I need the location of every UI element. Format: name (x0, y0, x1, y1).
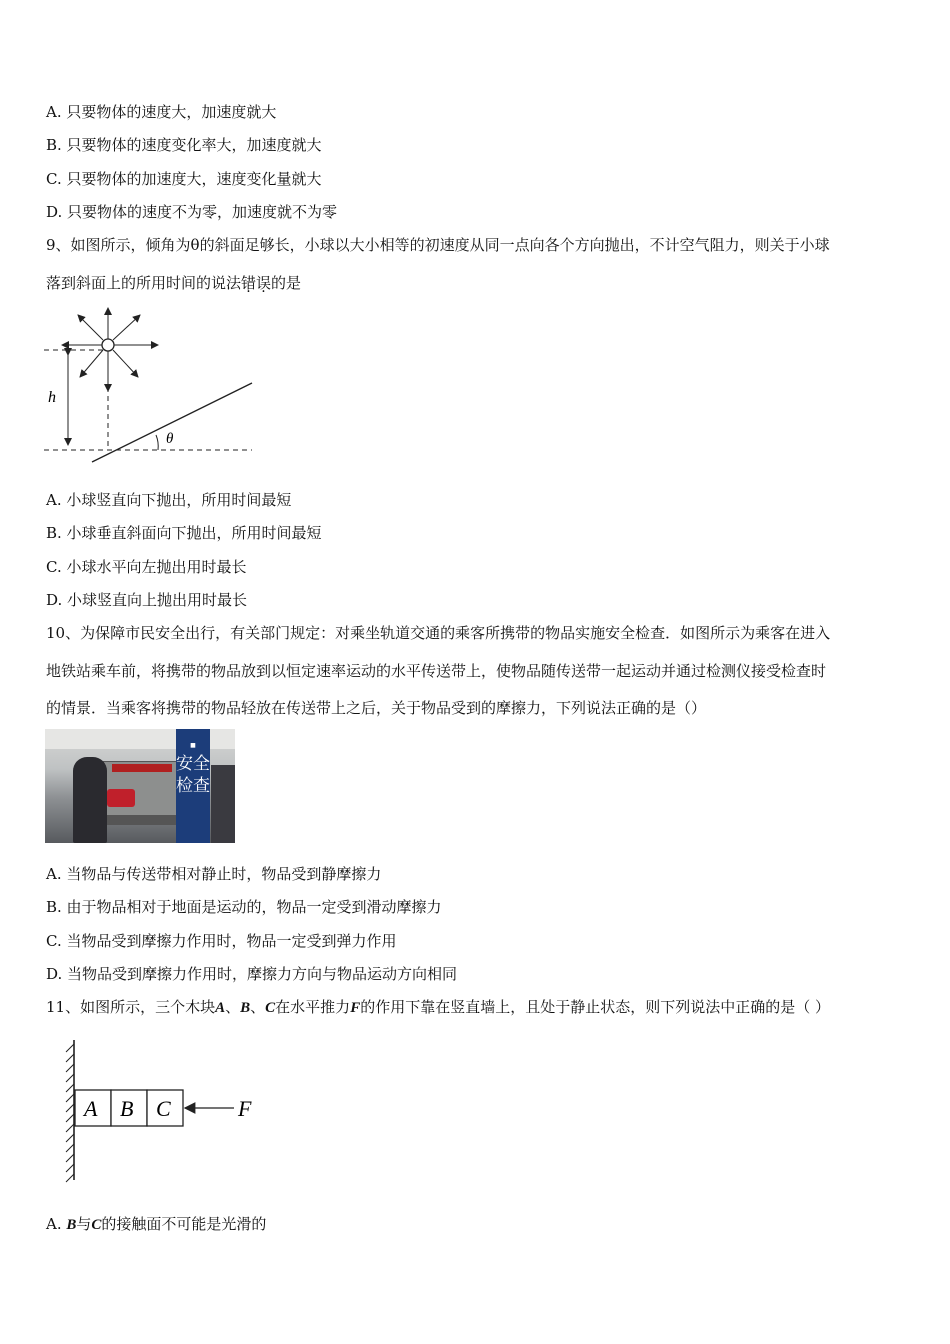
q9-stem-line2 (46, 274, 301, 292)
q10-option-b: B. 由于物品相对于地面是运动的，物品一定受到滑动摩擦力 (46, 898, 442, 916)
q10-option-c: C. 当物品受到摩擦力作用时，物品一定受到弹力作用 (46, 932, 397, 950)
q8-option-c: C. 只要物体的加速度大，速度变化量就大 (46, 170, 322, 188)
photo-passenger (73, 757, 107, 843)
q11-stem-text: 的作用下靠在竖直墙上，且处于静止状态，则下列说法中正确的是（ ） (360, 998, 830, 1016)
q9-emphasis-char: 误 (256, 274, 272, 292)
q9-stem-text: 落到斜面上的所用时间的说法 (46, 274, 242, 292)
q11-var-b: B (240, 1000, 251, 1016)
q10-option-a: A. 当物品与传送带相对静止时，物品受到静摩擦力 (46, 865, 382, 883)
q10-stem-line2: 地铁站乘车前，将携带的物品放到以恒定速率运动的水平传送带上，使物品随传送带一起运动并通过检测仪接受检查时 (46, 662, 827, 680)
q9-figure-h-label: h (48, 389, 56, 406)
q11-option-text: 的接触面不可能是光滑的 (101, 1215, 267, 1233)
q9-stem-line1: 9、如图所示，倾角为θ的斜面足够长，小球以大小相等的初速度从同一点向各个方向抛出，不计空气阻力，则关于小球 (46, 236, 830, 254)
q10-stem-line3: 的情景．当乘客将携带的物品轻放在传送带上之后，关于物品受到的摩擦力，下列说法正确的是（） (46, 699, 707, 717)
q11-option-var-c: C (91, 1217, 102, 1233)
q10-stem-line1: 10、为保障市民安全出行，有关部门规定：对乘坐轨道交通的乘客所携带的物品实施安全检查．如图所示为乘客在进入 (46, 624, 831, 642)
q11-var-a: A (215, 1000, 226, 1016)
q10-option-d: D. 当物品受到摩擦力作用时，摩擦力方向与物品运动方向相同 (46, 965, 458, 983)
q11-figure-block-c: C (156, 1096, 171, 1121)
q9-option-c: C. 小球水平向左抛出用时最长 (46, 558, 247, 576)
q11-figure-force-label: F (238, 1096, 252, 1121)
q10-security-check-photo (45, 729, 235, 843)
q8-option-a: A. 只要物体的速度大，加速度就大 (46, 103, 277, 121)
q11-figure-block-b: B (120, 1096, 134, 1121)
q8-option-b: B. 只要物体的速度变化率大，加速度就大 (46, 136, 322, 154)
photo-sign-text: 安全检查 (176, 754, 210, 796)
q11-stem-text: 在水平推力 (275, 998, 351, 1016)
q9-option-d: D. 小球竖直向上抛出用时最长 (46, 591, 248, 609)
q9-option-b: B. 小球垂直斜面向下抛出，所用时间最短 (46, 524, 322, 542)
photo-machine-display (112, 764, 172, 772)
q11-option-a (46, 1215, 266, 1234)
q11-figure-block-a: A (84, 1096, 98, 1121)
q11-blocks-figure (58, 1038, 268, 1183)
q9-stem-text: 的是 (271, 274, 302, 292)
q9-emphasis-char: 错 (241, 274, 257, 292)
q9-figure-theta-label: θ (166, 431, 174, 447)
q11-option-text: A. (46, 1215, 67, 1233)
q11-option-text: 与 (76, 1215, 92, 1233)
q11-var-c: C (265, 1000, 276, 1016)
photo-red-bag (107, 789, 135, 807)
sign-logo-icon: ■ (190, 742, 196, 749)
q11-stem-text: 、 (225, 998, 241, 1016)
q11-var-f: F (350, 1000, 361, 1016)
q8-option-d: D. 只要物体的速度不为零，加速度就不为零 (46, 203, 338, 221)
q11-option-var-b: B (66, 1217, 77, 1233)
q9-option-a: A. 小球竖直向下抛出，所用时间最短 (46, 491, 292, 509)
q11-stem-text: 11、如图所示，三个木块 (46, 998, 216, 1016)
q9-incline-figure (40, 305, 260, 465)
q11-stem (46, 998, 830, 1017)
q11-stem-text: 、 (250, 998, 266, 1016)
photo-security-sign (176, 729, 210, 843)
photo-guard (211, 765, 235, 843)
